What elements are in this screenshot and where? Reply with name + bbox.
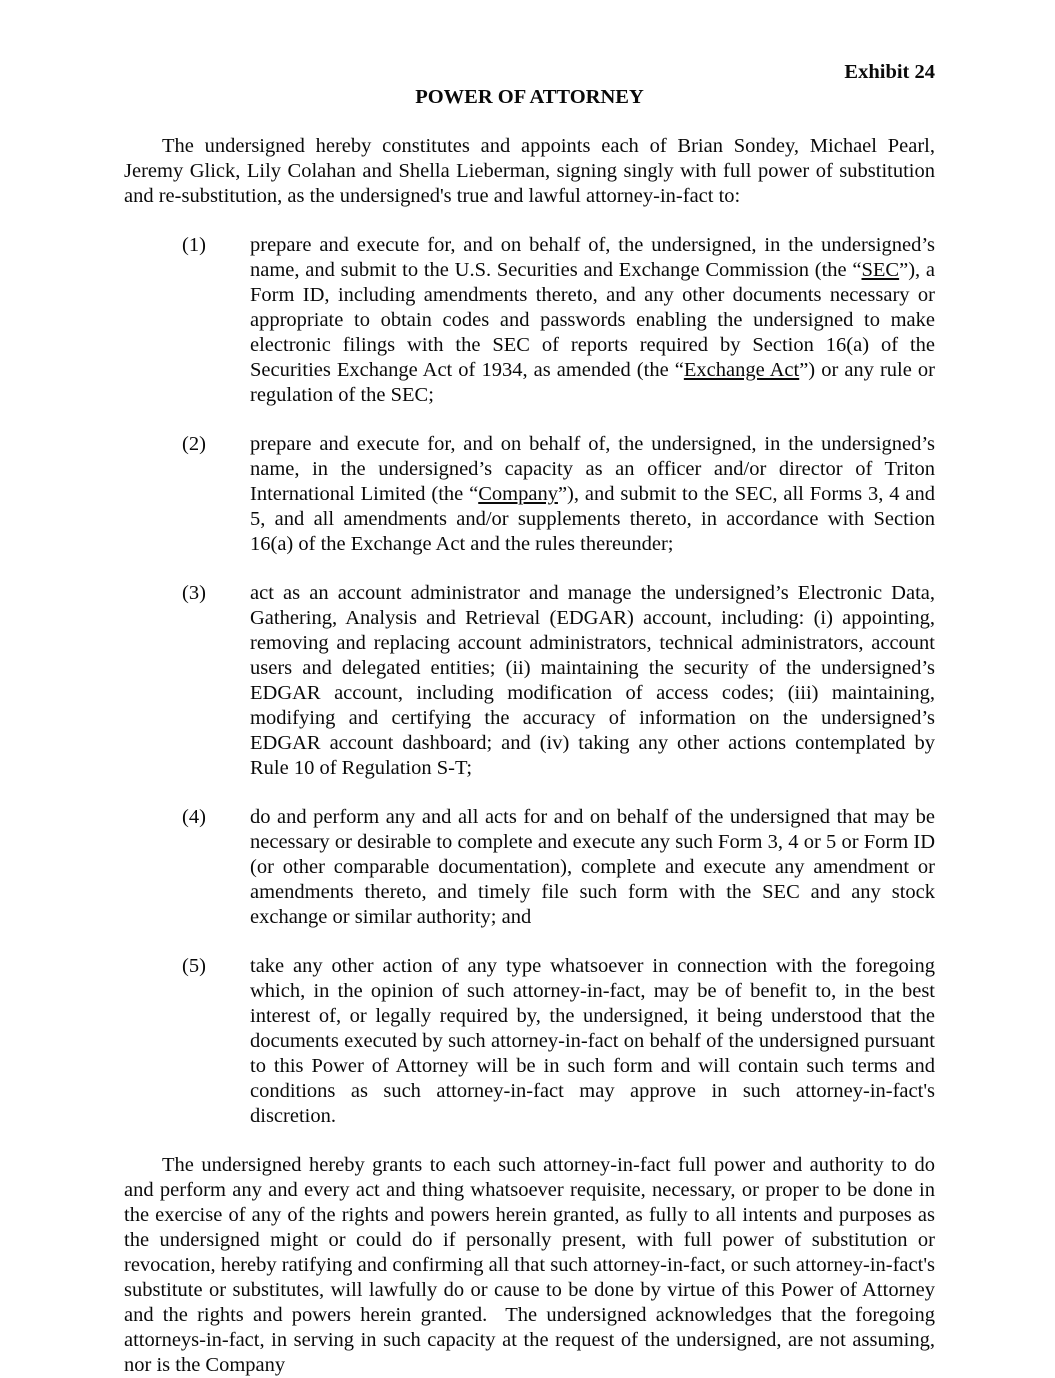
item-text <box>250 233 935 408</box>
text-segment: do and perform any and all acts for and on behalf of the undersigned that may be necessary or desirable to complete and execute any such Form 3, 4 or 5 or Form ID (or other comparable documentation), complete and execute any amendment or amendments thereto, and timely file such form with the SEC and any stock exchange or similar authority; and <box>250 806 935 928</box>
item-number: (5) <box>182 955 206 977</box>
text-segment: ”) or any rule or regulation of the SEC; <box>250 359 935 406</box>
underlined-term: Exchange Act <box>683 359 800 381</box>
text-segment: act as an account administrator and manage the undersigned’s Electronic Data, Gathering, Analysis and Retrieval (EDGAR) account, including: (i) appointing, removing and replacing account administrators, technical administrators, account users and delegated entities; (ii) maintaining the security of the undersigned’s EDGAR account, including modification of access codes; (iii) maintaining, modifying and certifying the accuracy of information on the undersigned’s EDGAR account dashboard; and (iv) taking any other actions contemplated by Rule 10 of Regulation S-T; <box>250 582 935 779</box>
underlined-term: SEC <box>861 259 900 281</box>
closing-paragraph: The undersigned hereby grants to each such attorney-in-fact full power and authority to do and perform any and every act and thing whatsoever requisite, necessary, or proper to be done in the exercise of any of the rights and powers herein granted, as fully to all intents and purposes as the undersigned might or could do if personally present, with full power of substitution or revocation, hereby ratifying and confirming all that such attorney-in-fact, or such attorney-in-fact's substitute or substitutes, will lawfully do or cause to be done by virtue of this Power of Attorney and the rights and powers herein granted. The undersigned acknowledges that the foregoing attorneys-in-fact, in serving in such capacity at the request of the undersigned, are not assuming, nor is the Company <box>124 1154 935 1376</box>
list-item-2 <box>124 432 935 557</box>
underlined-term: Company <box>478 483 558 505</box>
item-number: (2) <box>182 433 206 455</box>
list-item-3 <box>124 581 935 781</box>
text-segment: ”), a Form ID, including amendments thereto, and any other documents necessary or appropriate to obtain codes and passwords enabling the undersigned to make electronic filings with the SEC of reports required by Section 16(a) of the Securities Exchange Act of 1934, as amended (the “ <box>250 259 936 381</box>
item-text <box>250 805 935 930</box>
item-number: (4) <box>182 806 206 828</box>
intro-paragraph: The undersigned hereby constitutes and appoints each of Brian Sondey, Michael Pearl, Jeremy Glick, Lily Colahan and Shella Lieberman, signing singly with full power of substitution and re-substitution, as the undersigned's true and lawful attorney-in-fact to: <box>124 135 935 207</box>
list-item-5 <box>124 954 935 1129</box>
list-item-4 <box>124 805 935 930</box>
list-item-1 <box>124 233 935 408</box>
text-segment: prepare and execute for, and on behalf of, the undersigned, in the undersigned’s name, and submit to the U.S. Securities and Exchange Commission (the “ <box>250 234 935 281</box>
item-text <box>250 432 935 557</box>
item-text <box>250 954 935 1129</box>
item-number: (1) <box>182 234 206 256</box>
text-segment: take any other action of any type whatsoever in connection with the foregoing which, in the opinion of such attorney-in-fact, may be of benefit to, in the best interest of, or legally required by, the undersigned, it being understood that the documents executed by such attorney-in-fact on behalf of the undersigned pursuant to this Power of Attorney will be in such form and will contain such terms and conditions as such attorney-in-fact may approve in such attorney-in-fact's discretion. <box>250 955 935 1127</box>
text-segment: prepare and execute for, and on behalf of, the undersigned, in the undersigned’s name, in the undersigned’s capacity as an officer and/or director of Triton International Limited (the “ <box>250 433 935 505</box>
item-number: (3) <box>182 582 206 604</box>
text-segment: ”), and submit to the SEC, all Forms 3, 4 and 5, and all amendments and/or supplements thereto, in accordance with Section 16(a) of the Exchange Act and the rules thereunder; <box>250 483 935 555</box>
exhibit-label: Exhibit 24 <box>844 61 935 83</box>
item-text <box>250 581 935 781</box>
page-title: POWER OF ATTORNEY <box>415 86 644 108</box>
